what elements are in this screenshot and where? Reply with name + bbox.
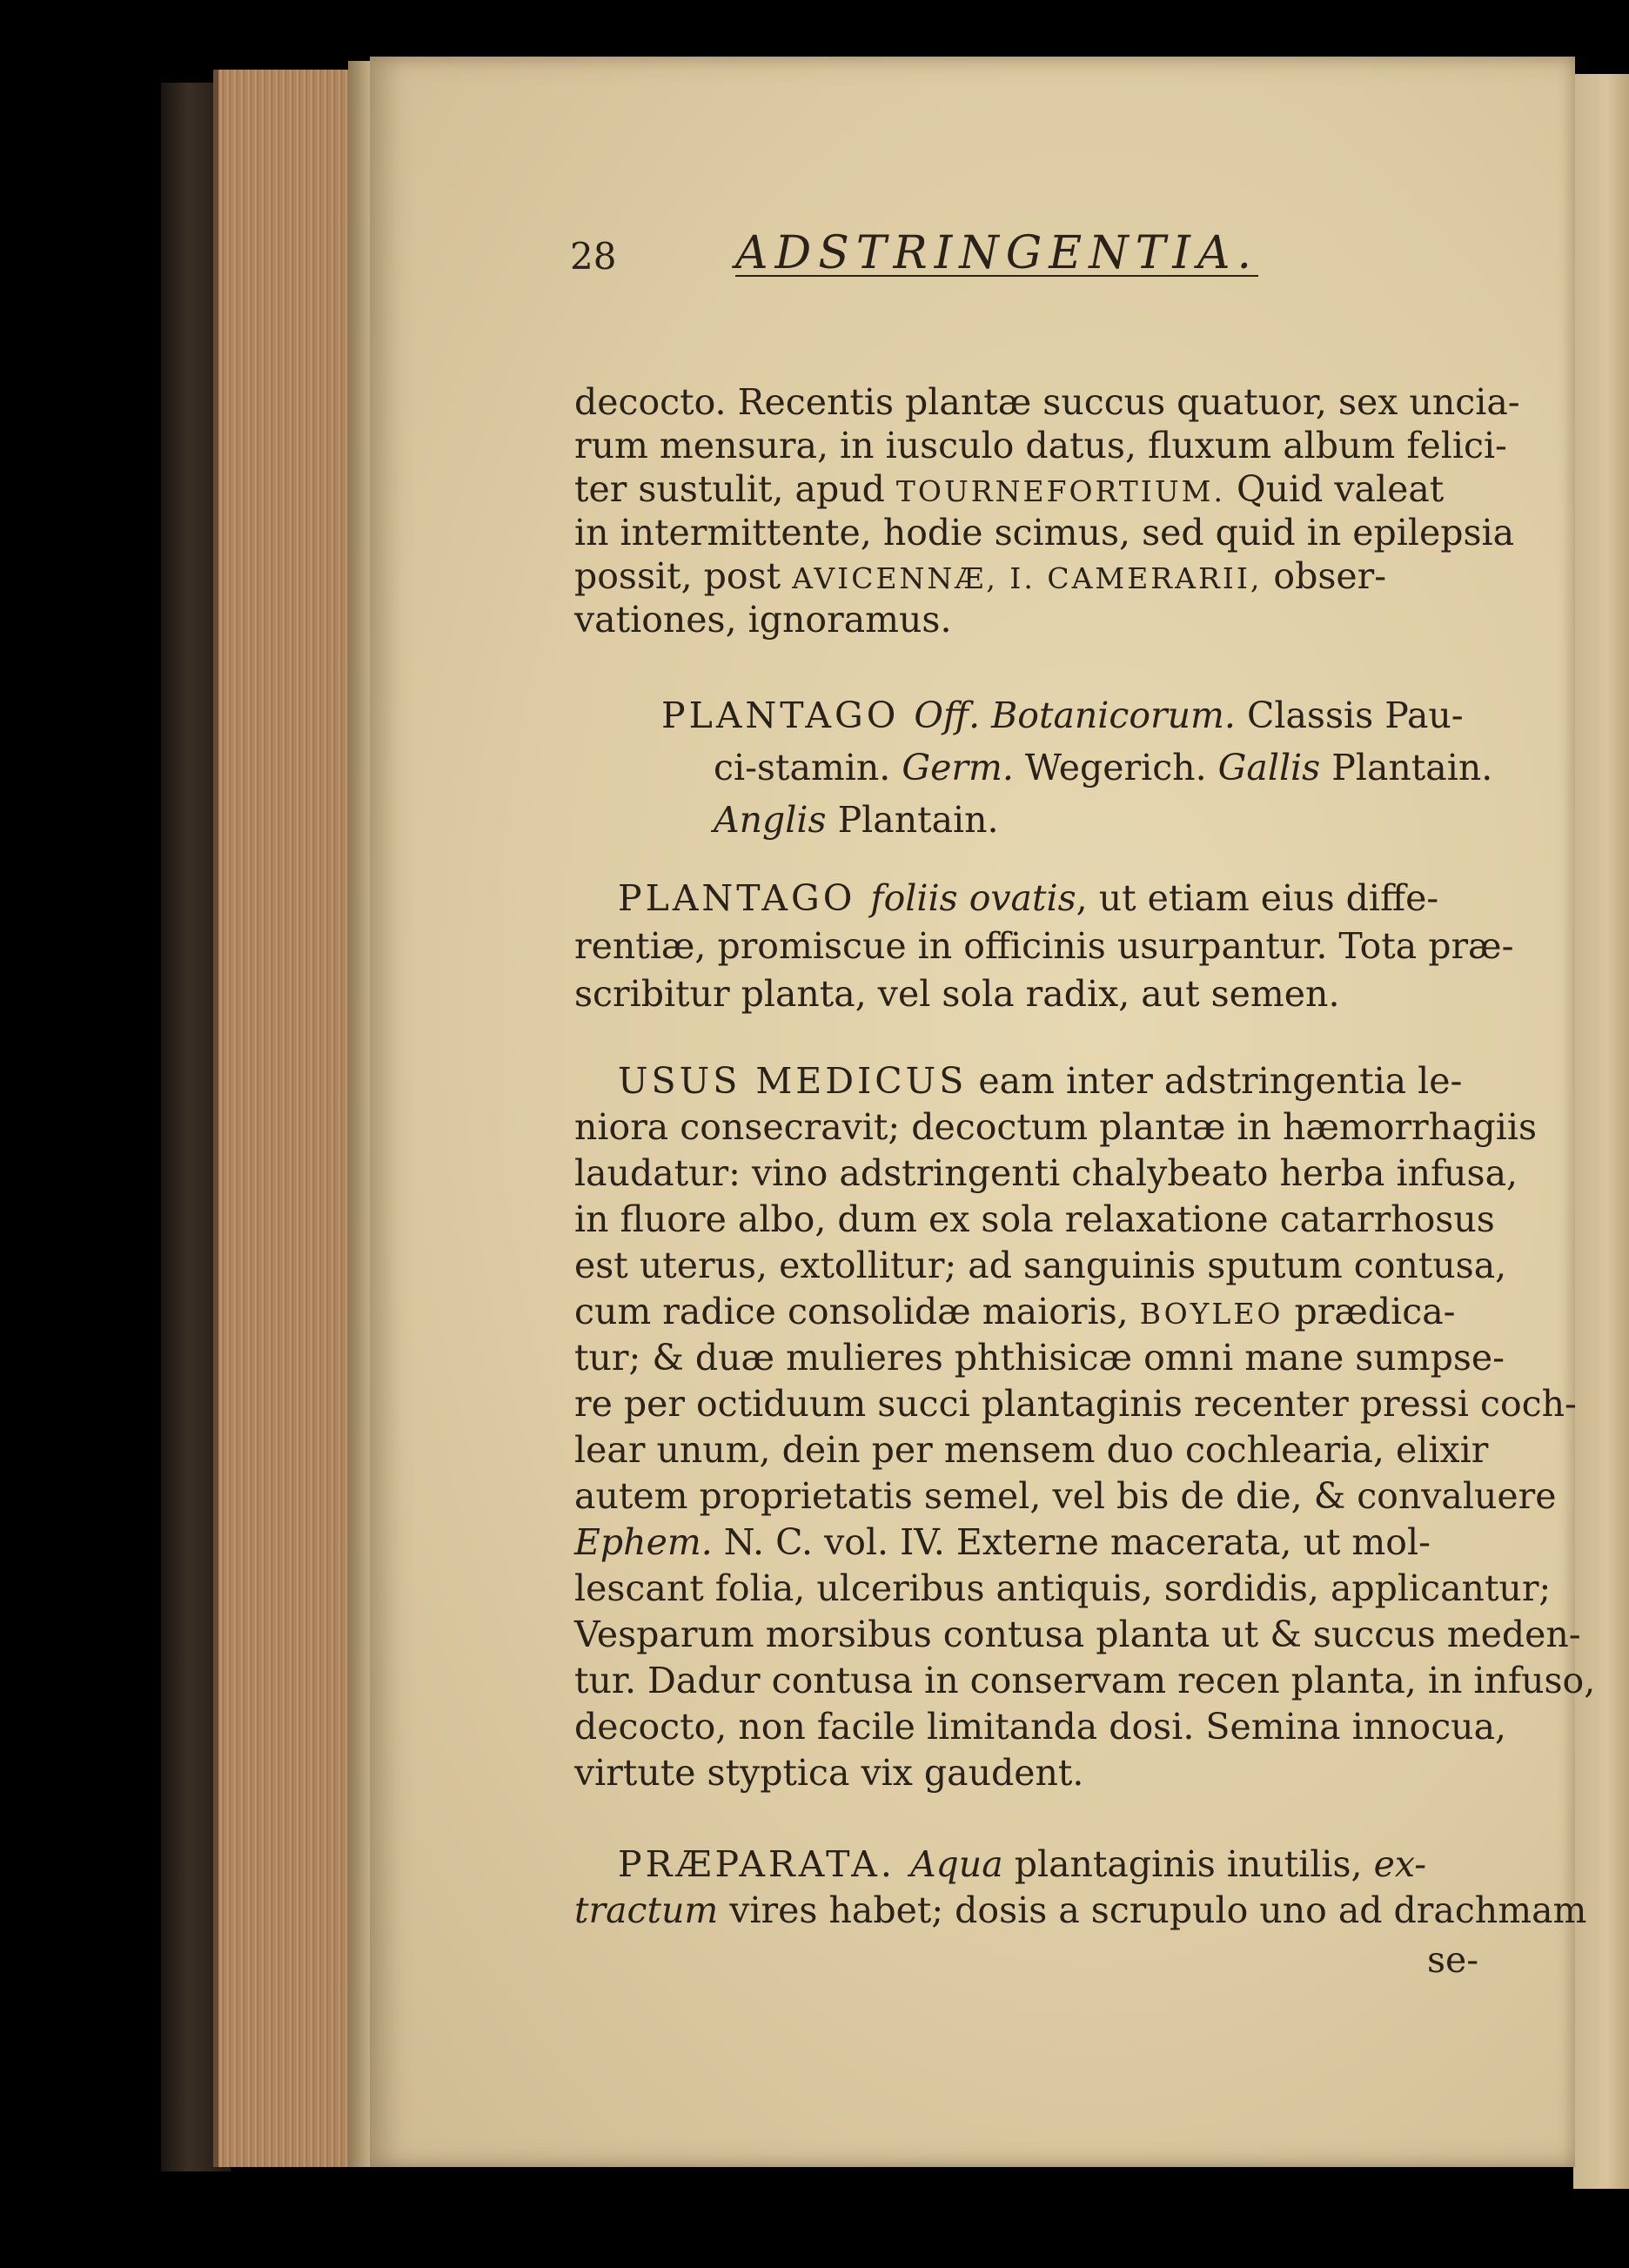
running-head: ADSTRINGENTIA.: [735, 227, 1259, 279]
text-line: decocto, non facile limitanda dosi. Semina innocua,: [574, 1706, 1507, 1748]
text-span: Plantain.: [1320, 747, 1493, 788]
text-line: [714, 744, 1492, 791]
text-span: possit, post: [574, 555, 793, 597]
text-span: ci-stamin.: [714, 747, 902, 788]
text-line: rum mensura, in iusculo datus, fluxum album felici-: [574, 425, 1507, 466]
page-block-edges: [213, 70, 358, 2167]
author-name: TOURNEFORTIUM.: [895, 474, 1225, 508]
text-span: cum radice consolidæ maioris,: [574, 1291, 1140, 1332]
text-line: vationes, ignoramus.: [574, 599, 952, 641]
entry-title: PLANTAGO: [661, 694, 915, 736]
text-italic: tractum: [574, 1889, 719, 1931]
text-span: N. C. vol. IV. Externe macerata, ut mol-: [712, 1521, 1431, 1563]
text-span: Wegerich.: [1013, 747, 1218, 788]
section-heading: USUS MEDICUS: [618, 1060, 968, 1102]
text-line: scribitur planta, vel sola radix, aut semen.: [574, 973, 1340, 1015]
text-line: laudatur: vino adstringenti chalybeato herba infusa,: [574, 1152, 1518, 1194]
text-italic: Off. Botanicorum.: [914, 694, 1236, 736]
text-italic: Aqua: [909, 1843, 1003, 1885]
text-italic: Germ.: [902, 747, 1014, 788]
text-line: [618, 875, 1438, 922]
text-line: autem proprietatis semel, vel bis de die, & convaluere: [574, 1475, 1557, 1517]
text-span: obser-: [1262, 555, 1387, 597]
text-line: [574, 1288, 1456, 1338]
text-line: tur. Dadur contusa in conservam recen planta, in infuso,: [574, 1660, 1596, 1701]
text-line: [618, 1057, 1462, 1104]
text-span: Quid valeat: [1224, 468, 1445, 510]
text-line: [574, 1887, 1586, 1934]
text-italic: Gallis: [1217, 747, 1321, 788]
text-span: plantaginis inutilis,: [1002, 1843, 1374, 1885]
facing-page-edge: [1573, 74, 1629, 2189]
text-span: , ut etiam eius diffe-: [1076, 877, 1439, 919]
text-line: in intermittente, hodie scimus, sed quid in epilepsia: [574, 512, 1515, 554]
text-span: eam inter adstringentia le-: [967, 1060, 1463, 1102]
text-span: Plantain.: [826, 799, 999, 841]
text-line: [714, 796, 999, 843]
text-italic: Ephem.: [574, 1521, 713, 1563]
text-line: decocto. Recentis plantæ succus quatuor, sex uncia-: [574, 381, 1520, 423]
text-line: Vesparum morsibus contusa planta ut & succus meden-: [574, 1614, 1581, 1655]
author-name: BOYLEO: [1139, 1297, 1284, 1331]
page-number: 28: [570, 235, 617, 278]
text-line: rentiæ, promiscue in officinis usurpantur. Tota præ-: [574, 925, 1514, 967]
book-page: [370, 57, 1596, 2167]
text-span: prædica-: [1283, 1291, 1456, 1332]
text-line: [574, 1519, 1431, 1566]
text-line: [574, 466, 1444, 515]
text-italic: foliis ovatis: [870, 877, 1076, 919]
text-line: tur; & duæ mulieres phthisicæ omni mane sumpse-: [574, 1337, 1505, 1379]
text-line: in fluore albo, dum ex sola relaxatione catarrhosus: [574, 1198, 1495, 1240]
section-heading: PRÆPARATA.: [618, 1843, 910, 1885]
text-span: ter sustulit, apud: [574, 468, 896, 510]
entry-title: PLANTAGO: [618, 877, 871, 919]
catchword: se-: [1427, 1939, 1479, 1981]
text-line: [618, 1841, 1426, 1888]
text-span: Classis Pau-: [1235, 694, 1464, 736]
text-line: est uterus, extollitur; ad sanguinis sputum contusa,: [574, 1245, 1507, 1286]
text-line: [661, 692, 1464, 739]
text-italic: ex-: [1373, 1843, 1427, 1885]
text-line: niora consecravit; decoctum plantæ in hæmorrhagiis: [574, 1106, 1538, 1148]
text-span: vires habet; dosis a scrupulo uno ad drachmam: [718, 1889, 1587, 1931]
text-line: re per octiduum succi plantaginis recenter pressi coch-: [574, 1383, 1577, 1425]
author-name: AVICENNÆ, I. CAMERARII,: [792, 561, 1263, 595]
text-line: lear unum, dein per mensem duo cochlearia, elixir: [574, 1429, 1489, 1471]
text-line: lescant folia, ulceribus antiquis, sordidis, applicantur;: [574, 1567, 1552, 1609]
text-italic: Anglis: [714, 799, 827, 841]
text-line: [574, 553, 1386, 602]
text-line: virtute styptica vix gaudent.: [574, 1752, 1084, 1794]
